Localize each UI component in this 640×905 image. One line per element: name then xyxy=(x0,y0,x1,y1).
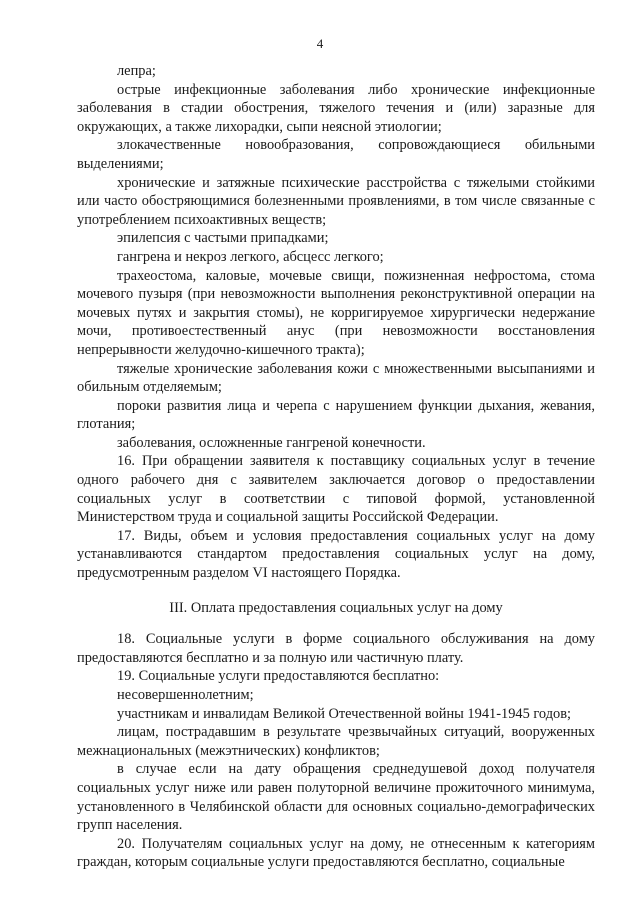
paragraph: трахеостома, каловые, мочевые свищи, пожизненная нефростома, стома мочевого пузыря (при невозможности выполнения реконструктивной операции на мочевых путях и закрытия стомы), не корригируемое хирургически недержание мочи, противоестественный анус (при невозможности восстановления непрерывности желудочно-кишечного тракта); xyxy=(77,267,595,358)
paragraph: 18. Социальные услуги в форме социального обслуживания на дому предоставляются бесплатно и за полную или частичную плату. xyxy=(77,631,595,666)
paragraph: хронические и затяжные психические расстройства с тяжелыми стойкими или часто обостряющимися болезненными проявлениями, в том числе связанные с употреблением психоактивных веществ; xyxy=(77,174,595,228)
paragraph: участникам и инвалидам Великой Отечественной войны 1941-1945 годов; xyxy=(117,705,572,722)
paragraph: злокачественные новообразования, сопровождающиеся обильными выделениями; xyxy=(77,137,595,172)
section-heading: III. Оплата предоставления социальных услуг на дому xyxy=(169,599,503,616)
paragraph: несовершеннолетним; xyxy=(117,687,254,703)
paragraph: тяжелые хронические заболевания кожи с множественными высыпаниями и обильным отделяемым; xyxy=(77,360,595,396)
paragraph: 17. Виды, объем и условия предоставления социальных услуг на дому устанавливаются стандартом предоставления социальных услуг на дому, предусмотренным разделом VI настоящего Порядка. xyxy=(77,527,595,582)
paragraph: 16. При обращении заявителя к поставщику социальных услуг в течение одного рабочего дня с заявителем заключается договор о предоставлении социальных услуг в соответствии с типовой формой, установленной Министерством труда и социальной защиты Российской Федерации. xyxy=(77,453,595,526)
paragraph: 20. Получателям социальных услуг на дому, не отнесенным к категориям граждан, которым социальные услуги предоставляются бесплатно, социальные xyxy=(77,835,595,871)
page-number: 4 xyxy=(316,36,324,51)
paragraph: заболевания, осложненные гангреной конечности. xyxy=(117,434,426,451)
paragraph: острые инфекционные заболевания либо хронические инфекционные заболевания в стадии обострения, тяжелого течения и (или) заразные для окружающих, а также лихорадки, сыпи неясной этиологии; xyxy=(77,81,595,135)
paragraph: в случае если на дату обращения среднедушевой доход получателя социальных услуг ниже или равен полуторной величине прожиточного минимума, установленного в Челябинской области для основных социально-демографических групп населения. xyxy=(77,761,595,834)
paragraph: 19. Социальные услуги предоставляются бесплатно: xyxy=(117,668,440,685)
paragraph: лепра; xyxy=(117,63,156,79)
document-body xyxy=(77,62,595,872)
paragraph: пороки развития лица и черепа с нарушением функции дыхания, жевания, глотания; xyxy=(77,397,595,433)
paragraph: лицам, пострадавшим в результате чрезвычайных ситуаций, вооруженных межнациональных (межэтнических) конфликтов; xyxy=(77,724,595,759)
paragraph: эпилепсия с частыми припадками; xyxy=(117,230,329,247)
paragraph: гангрена и некроз легкого, абсцесс легкого; xyxy=(117,248,384,265)
